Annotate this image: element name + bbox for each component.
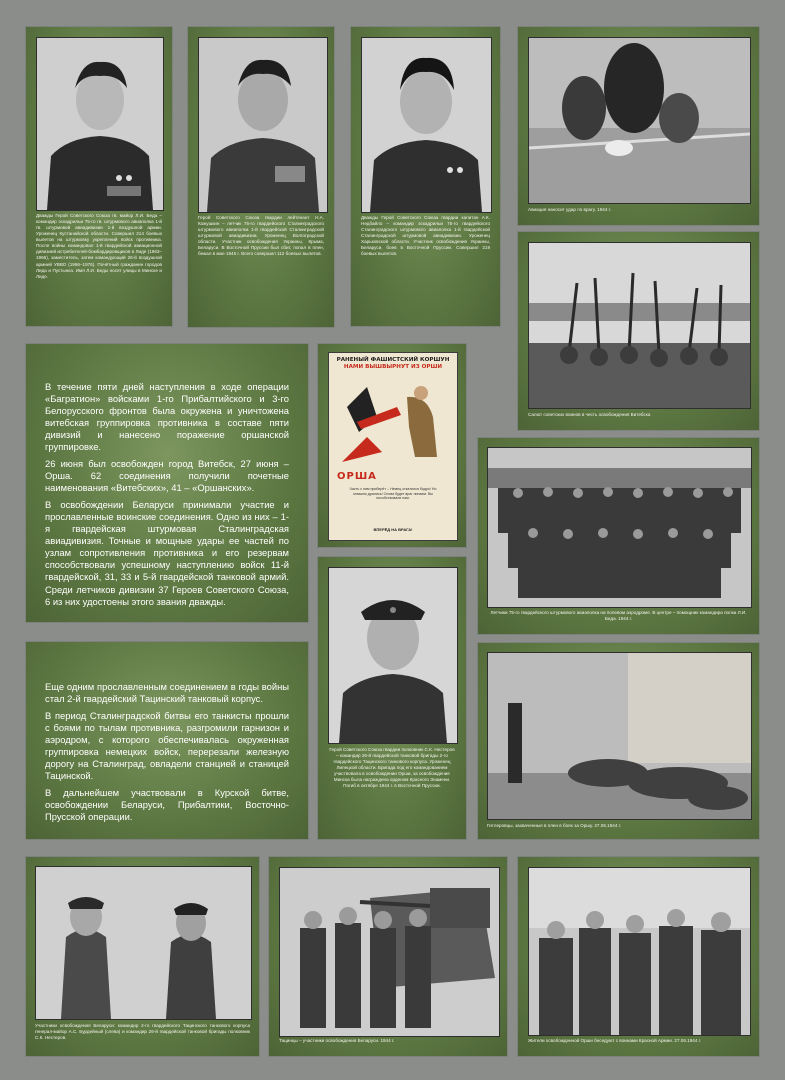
group-of-pilots-scene <box>488 448 751 607</box>
tankmen-photo <box>279 867 500 1037</box>
poster-panel <box>318 344 466 547</box>
residents-with-soldiers-scene <box>529 868 750 1035</box>
propaganda-poster <box>328 352 458 541</box>
text-bagration <box>45 381 289 613</box>
portrait-figure <box>329 568 457 743</box>
text-panel-bagration <box>26 344 308 622</box>
aviation-photo <box>528 37 751 204</box>
salute-panel <box>518 232 759 430</box>
pilots-caption: Летчики 75-го гвардейского штурмового авиаполка на полевом аэродроме. В центре – помощник командира полка Л.И. Беда. 1944 г. <box>490 610 747 622</box>
residents-photo <box>528 867 751 1036</box>
portrait-photo-kozhushkin <box>198 37 328 213</box>
prisoners-caption: Гитлеровцы, захваченные в плен в боях за Оршу. 27.06.1944 г. <box>487 823 622 828</box>
poster-verse: Часть с ним приберёт – Немец откатился бодро! Но отважно дрались! Снова будет враг пинаем. Вы пособствовали нам. <box>349 487 437 501</box>
residents-panel <box>518 857 759 1056</box>
salute-photo <box>528 242 751 409</box>
paragraph-tatsinsky-1: Еще одним прославленным соединением в годы войны стал 2-й гвардейский Тацинский танковый корпус. <box>45 681 289 705</box>
nesterov-panel <box>318 557 466 839</box>
prisoners-panel <box>478 643 759 839</box>
portrait-figure <box>199 38 327 212</box>
commanders-panel <box>26 857 259 1056</box>
portrait-caption-nedbaylo: Дважды Герой Советского Союза гвардии капитан А.К. Недбайло – командир эскадрильи 75-го гвардейского Сталинградского штурмового авиаполка 1-й гвардейской Сталинградской штурмовой авиадивизии. Уроженец Харьковской области. Участник освобождения Украины, Беларуси, боев в Восточной Пруссии. Совершил 219 боевых вылетов. <box>361 215 490 257</box>
prisoners-scene <box>488 653 751 819</box>
poster-illustration <box>337 377 449 467</box>
poster-city: ОРША <box>337 471 377 482</box>
tankmen-with-tank-scene <box>280 868 499 1036</box>
text-tatsinsky <box>45 681 289 828</box>
commanders-caption: Участники освобождения Беларуси: командир 2-го гвардейского Тацинского танкового корпуса генерал-майор А.С. Бурдейный (слева) и командир 26-й гвардейской танковой бригады полковник С.К. Нестеров. <box>35 1023 250 1041</box>
nesterov-caption: Герой Советского Союза гвардии полковник С.К. Нестеров – командир 26-й гвардейской танковой бригады 2-го гвардейского Тацинского танкового корпуса. Уроженец Липецкой области. Бригада под его командованием участвовала в освобождении Орши, за освобождение Минска была награждена орденом Красного Знамени. Погиб в октябре 1944 г. в Восточной Пруссии. <box>329 747 455 789</box>
portrait-figure <box>362 38 491 212</box>
paragraph-bagration-1: В течение пяти дней наступления в ходе операции «Багратион» войсками 1-го Прибалтийского и 3-го Белорусского фронтов была окружена и уничтожена витебская группировка противника в составе пяти дивизий и нанесено поражение оршанской группировке. <box>45 381 289 453</box>
portrait-panel-nedbaylo <box>351 27 500 326</box>
pilots-panel <box>478 438 759 634</box>
poster-footer: ВПЕРЁД НА ВРАГА! <box>373 527 413 532</box>
commanders-photo <box>35 866 252 1020</box>
paragraph-tatsinsky-3: В дальнейшем участвовали в Курской битве, освобождении Беларуси, Прибалтики, Восточно-Прусской операции. <box>45 787 289 823</box>
portrait-photo-nedbaylo <box>361 37 492 213</box>
poster-title-line2: НАМИ ВЫШВЫРНУТ ИЗ ОРШИ <box>343 363 443 370</box>
salute-caption: Салют советских воинов в честь освобождения Витебска <box>528 412 651 417</box>
tankmen-panel <box>269 857 507 1056</box>
residents-caption: Жители освобожденной Орши беседуют с воинами Красной Армии. 27.06.1944 г. <box>528 1038 702 1043</box>
portrait-panel-kozhushkin <box>188 27 334 327</box>
text-panel-tatsinsky <box>26 642 308 839</box>
poster-title <box>333 357 453 370</box>
tankmen-caption: Тацинцы – участники освобождения Беларуси. 1944 г. <box>279 1038 395 1043</box>
explosion-scene <box>529 38 750 203</box>
nesterov-photo <box>328 567 458 744</box>
two-commanders-scene <box>36 867 251 1019</box>
pilots-photo <box>487 447 752 608</box>
soldiers-salute-scene <box>529 243 750 408</box>
portrait-panel-beda <box>26 27 172 326</box>
portrait-figure <box>37 38 163 210</box>
poster-title-line1: РАНЕНЫЙ ФАШИСТСКИЙ КОРШУН <box>336 357 450 363</box>
portrait-caption-kozhushkin: Герой Советского Союза гвардии лейтенант Н.А. Кожушкин – летчик 75-го гвардейского Сталинградского штурмового авиаполка 1-й гвардейской Сталинградской штурмовой авиадивизии. Уроженец Волгоградской области. Участник освобождения Украины, Крыма, Беларуси. В Восточной Пруссии был сбит, попал в плен, бежал в мае 1945 г. Всего совершил 112 боевых вылетов. <box>198 215 324 257</box>
portrait-caption-beda: Дважды Герой Советского Союза гв. майор Л.И. Беда – командир эскадрильи 75-го гв. штурмового авиаполка 1-й гв. штурмовой авиадивизии 1-й воздушной армии. Уроженец Кустанайской области. Совершил 214 боевых вылетов на штурмовку укреплений войск противника. После войны командовал 1-й гвардейской авиационной дивизией истребителей-бомбардировщиков в Лиде (1963–1966), заместитель, затем командующий 26-й воздушной армией УВВО (1966–1976). Почётный гражданин городов Лида и Пустынка. Имя Л.И. Беды носят улицы в Минске и Лиде. <box>36 213 162 279</box>
portrait-photo-beda <box>36 37 164 211</box>
paragraph-bagration-3: В освобождении Беларуси принимали участие и прославленные воинские соединения. Одно из них – 1-я гвардейская штурмовая Сталинградская авиадивизия. Точные и мощные удары ее частей по узлам сопротивления противника и его резервам способствовали успешному наступлению войск 11-й гвардейской, 31, 33 и 5-й гвардейской танковой армий. Среди летчиков дивизии 37 Героев Советского Союза, 6 из них удостоены этого звания дважды. <box>45 499 289 607</box>
paragraph-bagration-2: 26 июня был освобожден город Витебск, 27 июня – Орша. 62 соединения получили почетные наименования «Витебских», 41 – «Оршанских». <box>45 458 289 494</box>
prisoners-photo <box>487 652 752 820</box>
paragraph-tatsinsky-2: В период Сталинградской битвы его танкисты прошли с боями по тылам противника, разгромили гарнизон и аэродром, с которого обеспечивалась окруженная группировка немецких войск, перерезали железную дорогу на Сталинград, овладели станцией и станицей Тацинской. <box>45 710 289 782</box>
aviation-panel <box>518 27 759 225</box>
aviation-caption: Авиация наносит удар по врагу. 1944 г. <box>528 207 612 212</box>
